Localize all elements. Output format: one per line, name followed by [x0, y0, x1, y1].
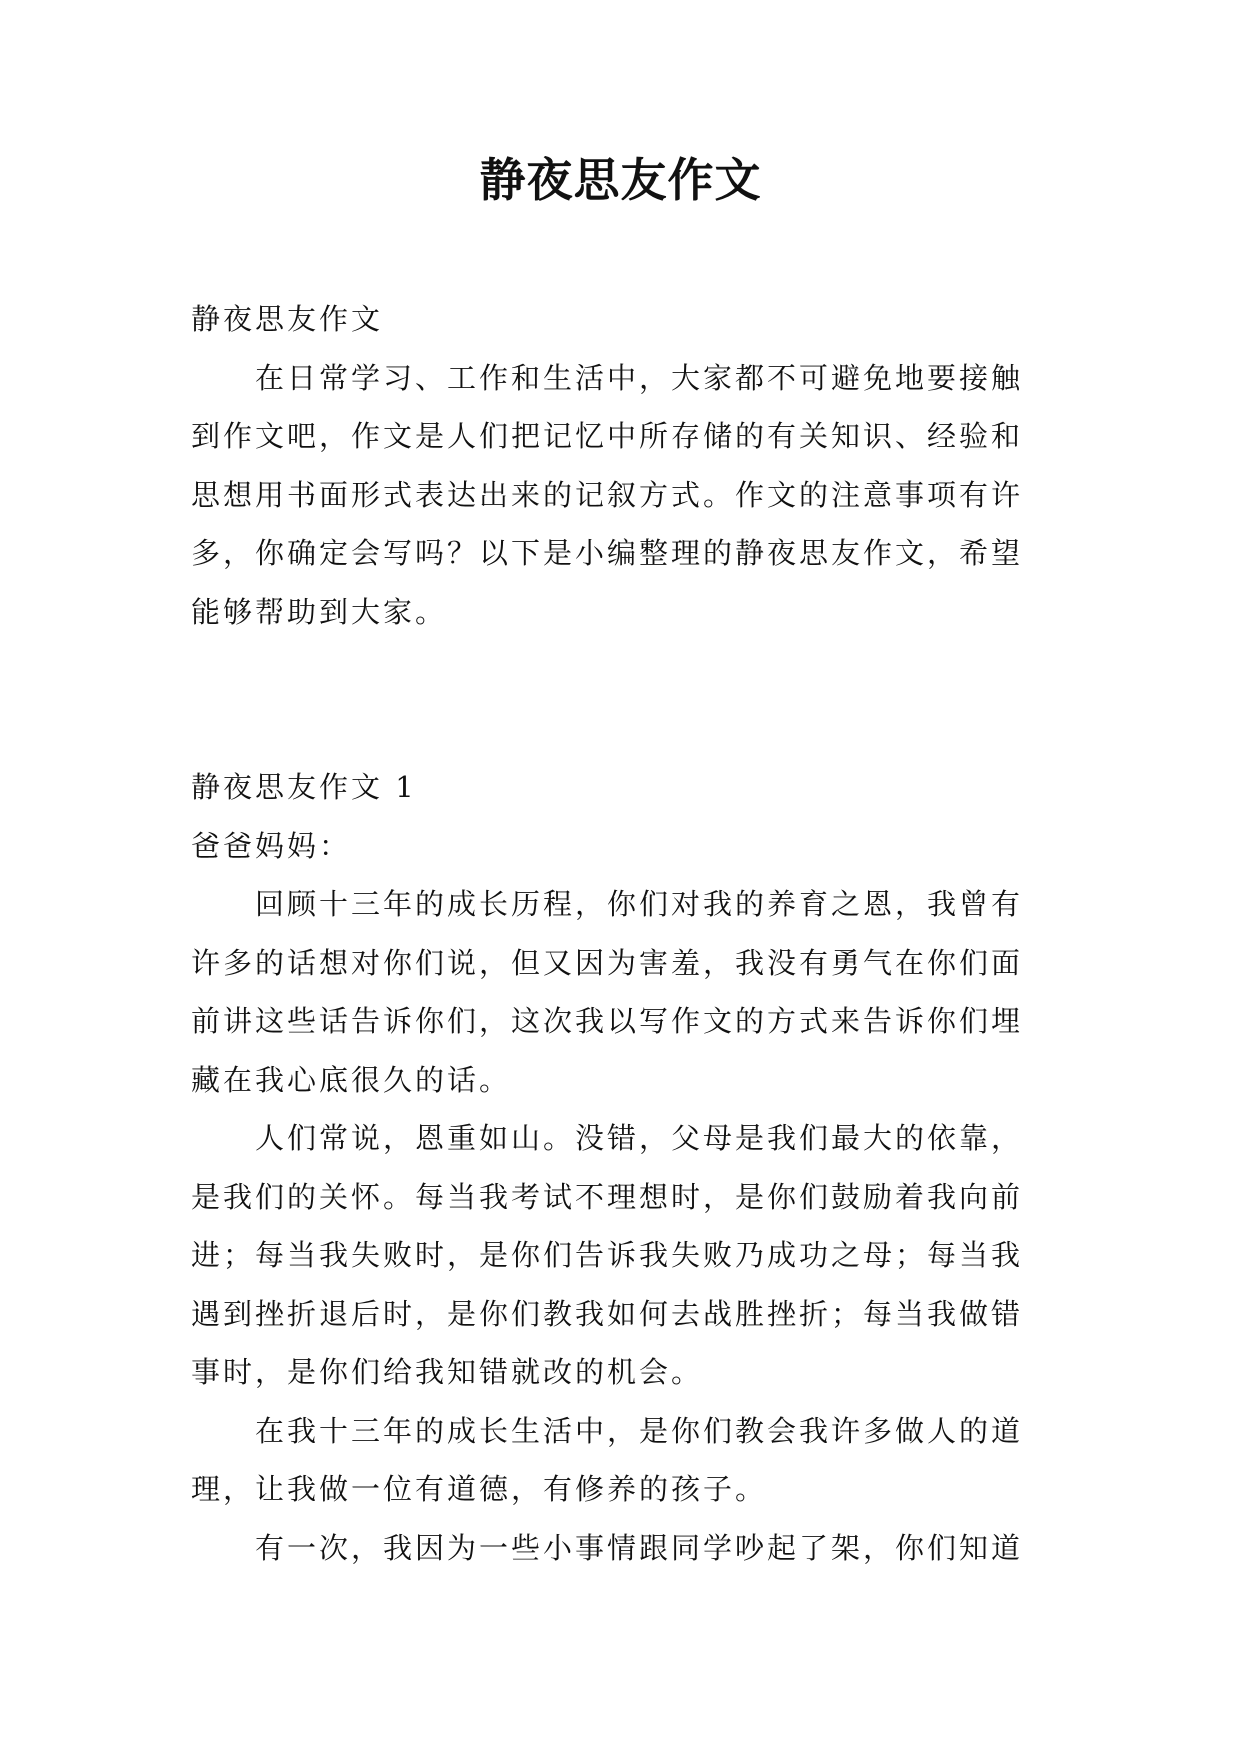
body-line-3: 前讲这些话告诉你们，这次我以写作文的方式来告诉你们埋: [191, 1004, 1024, 1038]
body-line-11: 理，让我做一位有道德，有修养的孩子。: [191, 1472, 768, 1506]
body-line-6: 是我们的关怀。每当我考试不理想时，是你们鼓励着我向前: [191, 1179, 1024, 1214]
intro-line-1: 在日常学习、工作和生活中，大家都不可避免地要接触: [191, 360, 1024, 395]
intro-line-5: 能够帮助到大家。: [191, 594, 448, 629]
body-line-4: 藏在我心底很久的话。: [191, 1062, 512, 1097]
body-line-8: 遇到挫折退后时，是你们教我如何去战胜挫折；每当我做错: [191, 1296, 1024, 1331]
salutation-line: 爸爸妈妈：: [191, 828, 352, 863]
body-line-9: 事时，是你们给我知错就改的机会。: [191, 1355, 704, 1389]
body-line-5: 人们常说，恩重如山。没错，父母是我们最大的依靠，: [191, 1121, 1024, 1155]
body-line-1: 回顾十三年的成长历程，你们对我的养育之恩，我曾有: [191, 887, 1024, 921]
body-line-7: 进；每当我失败时，是你们告诉我失败乃成功之母；每当我: [191, 1238, 1024, 1272]
body-line-2: 许多的话想对你们说，但又因为害羞，我没有勇气在你们面: [191, 945, 1024, 980]
subtitle-line: 静夜思友作文: [191, 302, 384, 336]
intro-line-2: 到作文吧，作文是人们把记忆中所存储的有关知识、经验和: [191, 419, 1024, 453]
body-line-10: 在我十三年的成长生活中，是你们教会我许多做人的道: [191, 1413, 1024, 1448]
intro-line-3: 思想用书面形式表达出来的记叙方式。作文的注意事项有许: [191, 477, 1024, 512]
document-body: [191, 290, 1053, 1577]
intro-line-4: 多，你确定会写吗？以下是小编整理的静夜思友作文，希望: [191, 536, 1024, 570]
document-title: 静夜思友作文: [479, 153, 762, 207]
section-spacer: [191, 641, 1053, 758]
body-line-12: 有一次，我因为一些小事情跟同学吵起了架，你们知道: [191, 1530, 1024, 1565]
section-title: 静夜思友作文 1: [191, 770, 417, 804]
